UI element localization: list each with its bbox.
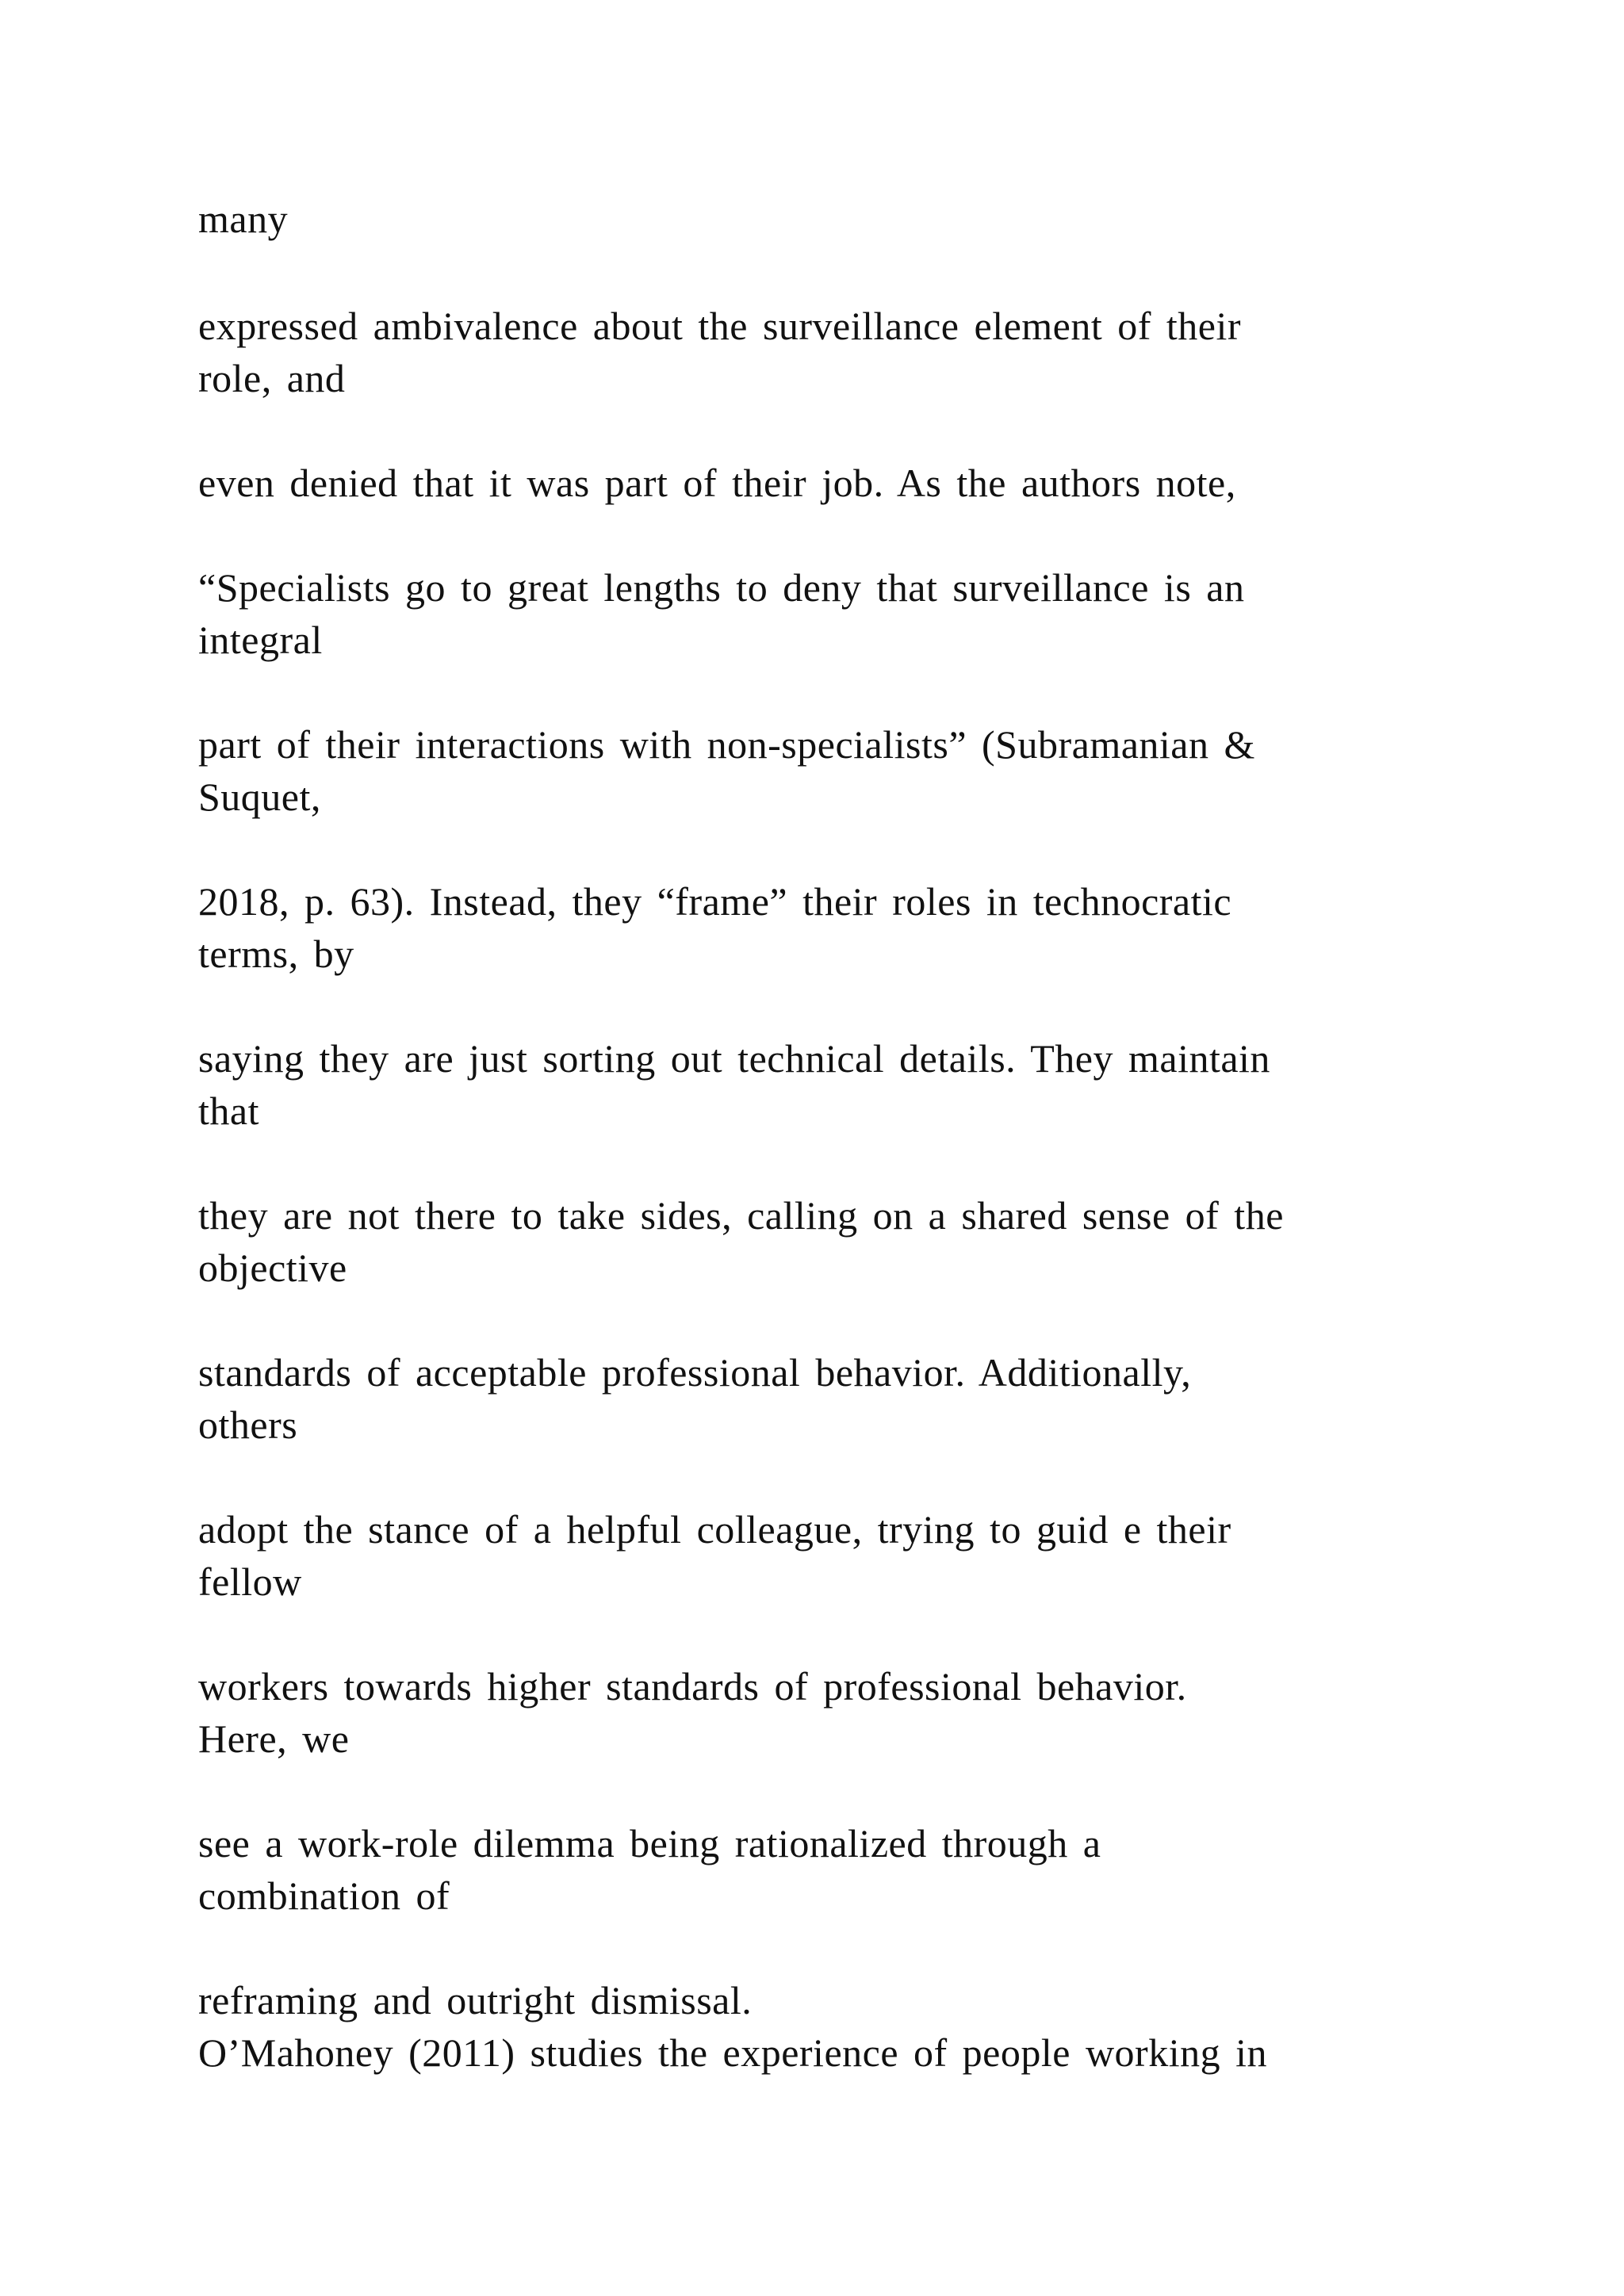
text-line: others [198, 1402, 298, 1447]
text-line: Here, we [198, 1716, 350, 1761]
text-line: combination of [198, 1873, 450, 1918]
text-line: see a work-role dilemma being rationalized through a [198, 1821, 1101, 1866]
text-line: saying they are just sorting out technical details. They maintain [198, 1036, 1270, 1081]
text-line: even denied that it was part of their job. As the authors note, [198, 461, 1236, 505]
text-line: many [198, 197, 289, 241]
text-line: role, and [198, 356, 346, 400]
text-line: terms, by [198, 932, 354, 976]
text-line: expressed ambivalence about the surveillance element of their [198, 304, 1242, 348]
text-line: adopt the stance of a helpful colleague, trying to guid e their [198, 1507, 1231, 1552]
text-line: Suquet, [198, 775, 321, 819]
text-line: they are not there to take sides, calling on a shared sense of the [198, 1193, 1284, 1238]
text-line: reframing and outright dismissal. [198, 1978, 753, 2022]
text-line: part of their interactions with non-specialists” (Subramanian & [198, 722, 1255, 767]
text-line: workers towards higher standards of professional behavior. [198, 1664, 1187, 1709]
text-line: that [198, 1089, 259, 1133]
text-line: objective [198, 1246, 347, 1290]
text-line: 2018, p. 63). Instead, they “frame” their roles in technocratic [198, 879, 1232, 924]
text-line: O’Mahoney (2011) studies the experience of people working in [198, 2030, 1267, 2075]
text-line: “Specialists go to great lengths to deny that surveillance is an [198, 565, 1245, 610]
text-line: standards of acceptable professional behavior. Additionally, [198, 1350, 1192, 1395]
text-line: fellow [198, 1559, 302, 1604]
text-line: integral [198, 618, 323, 662]
